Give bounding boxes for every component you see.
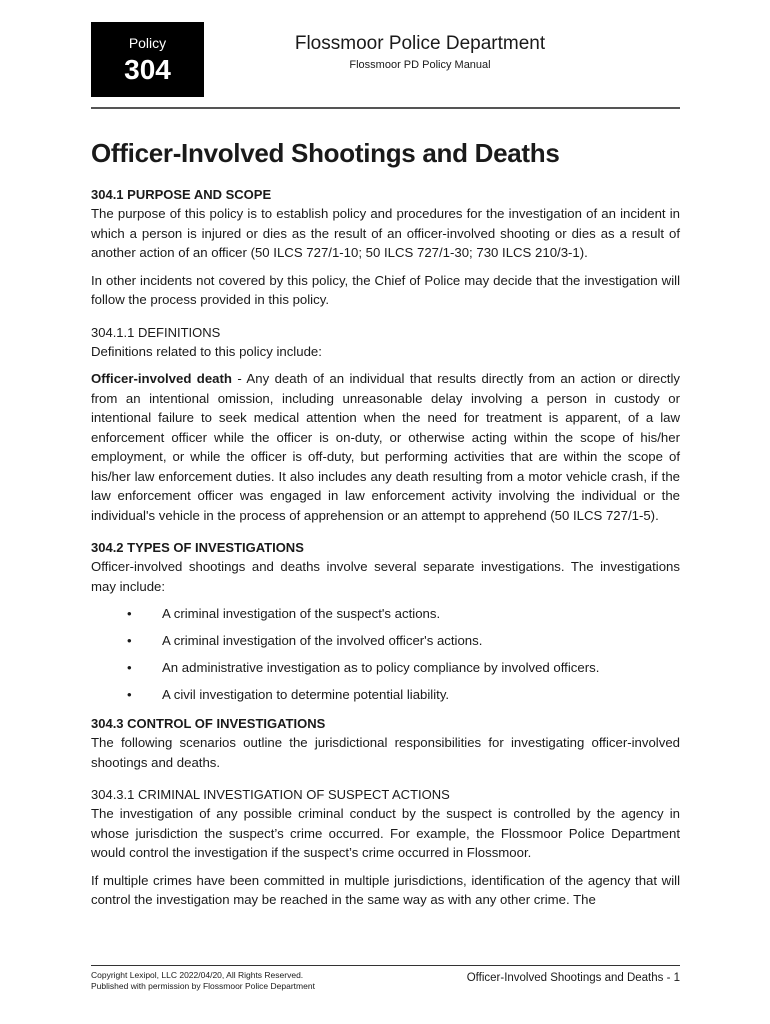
paragraph: The following scenarios outline the jurisdictional responsibilities for investigating officer-involved shootings and deaths. xyxy=(91,735,680,770)
department-name: Flossmoor Police Department xyxy=(294,33,546,54)
paragraph: In other incidents not covered by this policy, the Chief of Police may decide that the investigation will follow the process provided in this policy. xyxy=(91,272,680,307)
definition-paragraph xyxy=(91,369,680,525)
policy-label: Policy xyxy=(128,35,167,51)
bullet: • xyxy=(127,660,132,675)
paragraph: If multiple crimes have been committed in multiple jurisdictions, identification of the agency that will control the investigation may be reached in the same way as with any other crime. The xyxy=(91,872,680,907)
investigation-types-list xyxy=(91,604,680,704)
section-heading-304-1-1: 304.1.1 DEFINITIONS xyxy=(91,324,221,340)
policy-number: 304 xyxy=(124,54,171,85)
copyright-text: Copyright Lexipol, LLC 2022/04/20, All Rights Reserved. xyxy=(91,970,304,980)
definition-text: - Any death of an individual that results directly from an action or directly from an intentional omission, including unreasonable delay involving a person in custody or intentional failure to seek medical attention when the need for treatment is apparent, of a law enforcement officer while the officer is on-duty, or otherwise acting within the scope of his/her employment, or while the officer is off-duty, but performing activities that are within the scope of his/her law enforcement duties. It also includes any death resulting from a motor vehicle crash, if the law enforcement officer was engaged in law enforcement activity involving the individual or the individual's vehicle in the process of apprehension or an attempt to apprehend (50 ILCS 727/1-5). xyxy=(91,371,680,523)
paragraph: The purpose of this policy is to establish policy and procedures for the investigation of an incident in which a person is injured or dies as the result of an officer-involved shooting or dies as a result of another action of an officer (50 ILCS 727/1-10; 50 ILCS 727/1-30; 730 ILCS 210/3-1). xyxy=(91,206,680,260)
permission-text: Published with permission by Flossmoor Police Department xyxy=(91,981,315,991)
page-title: Officer-Involved Shootings and Deaths xyxy=(91,138,560,168)
bullet: • xyxy=(127,687,132,702)
document-body xyxy=(91,137,680,918)
list-item: • An administrative investigation as to policy compliance by involved officers. xyxy=(127,660,600,675)
paragraph: Officer-involved shootings and deaths involve several separate investigations. The investigations may include: xyxy=(91,559,680,594)
footer-copyright xyxy=(91,970,315,992)
bullet: • xyxy=(127,633,132,648)
list-item: • A civil investigation to determine potential liability. xyxy=(127,687,450,702)
header-divider xyxy=(91,107,680,109)
bullet: • xyxy=(127,606,132,621)
definition-term: Officer-involved death xyxy=(91,371,232,386)
paragraph: The investigation of any possible criminal conduct by the suspect is controlled by the agency in whose jurisdiction the suspect’s crime occurred. For example, the Flossmoor Police Department would control the investigation if the suspect’s crime occurred in Flossmoor. xyxy=(91,806,680,860)
list-item: • A criminal investigation of the suspect's actions. xyxy=(127,606,441,621)
paragraph: Definitions related to this policy include: xyxy=(91,343,322,359)
section-heading-304-2: 304.2 TYPES OF INVESTIGATIONS xyxy=(91,540,304,555)
section-heading-304-1: 304.1 PURPOSE AND SCOPE xyxy=(91,187,272,202)
footer-page-label: Officer-Involved Shootings and Deaths - 1 xyxy=(466,972,680,984)
section-heading-304-3-1: 304.3.1 CRIMINAL INVESTIGATION OF SUSPECT ACTIONS xyxy=(91,787,450,802)
policy-number-badge xyxy=(91,22,204,97)
section-heading-304-3: 304.3 CONTROL OF INVESTIGATIONS xyxy=(91,716,326,731)
manual-name: Flossmoor PD Policy Manual xyxy=(349,59,491,71)
footer-divider xyxy=(91,965,680,966)
list-item: • A criminal investigation of the involved officer's actions. xyxy=(127,633,483,648)
